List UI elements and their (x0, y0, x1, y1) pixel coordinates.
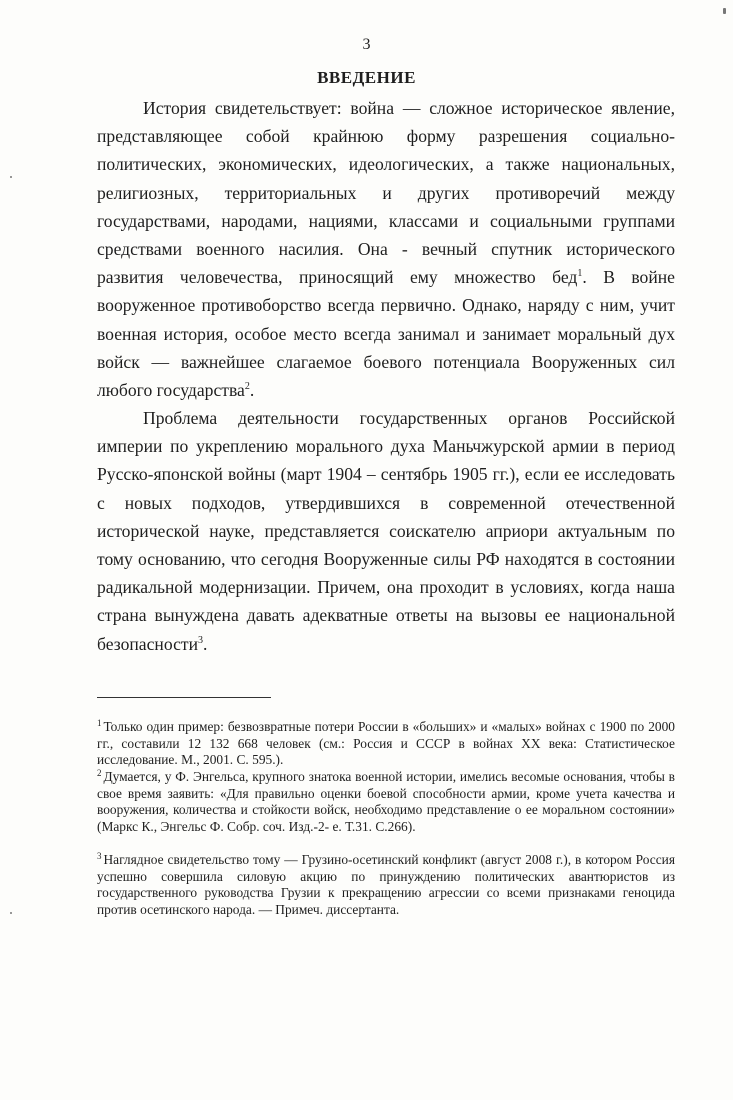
paragraph-text: . В войне вооруженное противоборство всегда первично. Однако, наряду с ним, учит военная история, особое место всегда занимал и занимает моральный дух войск — важнейшее слагаемое боевого потенциала Вооруженных сил любого государства (97, 267, 675, 401)
paragraph-text: . (202, 633, 208, 654)
footnote-text: Только один пример: безвозвратные потери России в «больших» и «малых» войнах с 1900 по 2000 гг., составили 12 132 668 человек (см.: Россия и СССР в войнах XX века: Статистическое исследование. М., 2001. С. 595.). (97, 719, 675, 768)
body-paragraph-1 (97, 94, 675, 404)
footnote-marker: 3 (97, 850, 102, 861)
paragraph-text: История свидетельствует: война — сложное историческое явление, представляющее собой крайнюю форму разрешения социально-политических, экономических, идеологических, а также национальных, религиозных, территориальных и других противоречий между государствами, народами, нациями, классами и социальными группами средствами военного насилия. Она - вечный спутник исторического развития человечества, приносящий ему множество бед (97, 98, 675, 288)
footnote-ref-3[interactable]: 3 (197, 634, 203, 646)
footnote-text: Думается, у Ф. Энгельса, крупного знатока военной истории, имелись весомые основания, чтобы в свое время заявить: «Для правильно оценки боевой способности армии, кроме учета качества и вооружения, количества и стойкости войск, необходимо представление о ее моральном состоянии» (Маркс К., Энгельс Ф. Собр. соч. Изд.-2- е. Т.31. С.266). (97, 769, 675, 834)
footnote-2 (97, 769, 675, 835)
paragraph-text: Проблема деятельности государственных органов Российской империи по укреплению морального духа Маньчжурской армии в период Русско-японской войны (март 1904 – сентябрь 1905 гг.), если ее исследовать с новых подходов, утвердившихся в современной отечественной исторической науке, представляется соискателю априори актуальным по тому основанию, что сегодня Вооруженные силы РФ находятся в состоянии радикальной модернизации. Причем, она проходит в условиях, когда наша страна вынуждена давать адекватные ответы на вызовы ее национальной безопасности (97, 408, 675, 654)
body-paragraph-2 (97, 404, 675, 658)
section-heading: ВВЕДЕНИЕ (317, 68, 416, 87)
footnote-separator (97, 697, 271, 698)
scan-speck (723, 8, 726, 14)
scan-speck (10, 176, 12, 178)
footnote-marker: 1 (97, 717, 102, 728)
footnote-text: Наглядное свидетельство тому — Грузино-осетинский конфликт (август 2008 г.), в котором Россия успешно совершила силовую акцию по принуждению политических авантюристов из государственного руководства Грузии к прекращению агрессии со всеми признаками геноцида против осетинского народа. — Примеч. диссертанта. (97, 852, 675, 917)
footnote-marker: 2 (97, 767, 102, 778)
page-number: 3 (362, 36, 371, 53)
footnote-ref-2[interactable]: 2 (244, 381, 250, 393)
footnote-3 (97, 852, 675, 918)
footnote-1 (97, 719, 675, 769)
footnote-ref-1[interactable]: 1 (577, 268, 583, 280)
scan-speck (10, 912, 12, 914)
paragraph-text: . (249, 380, 255, 401)
